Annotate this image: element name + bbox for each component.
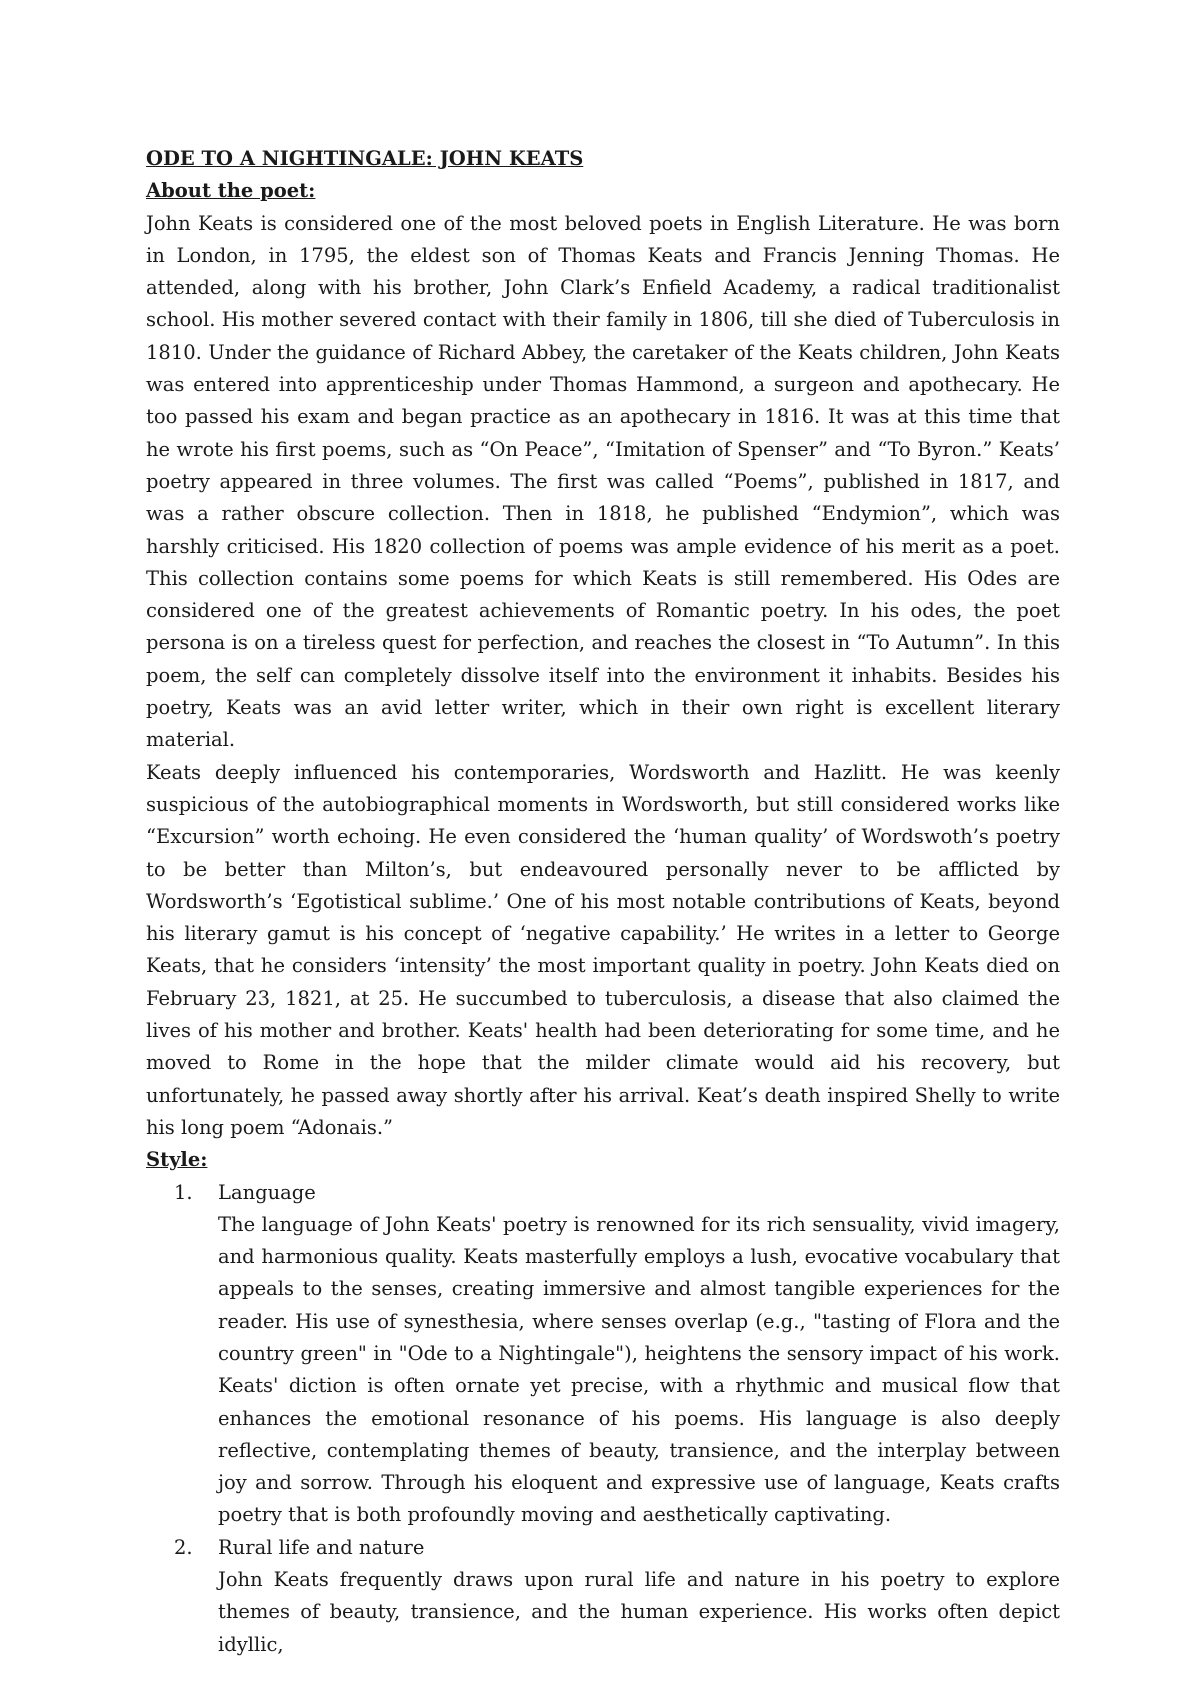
list-item-text: The language of John Keats' poetry is renowned for its rich sensuality, vivid imagery, and harmonious quality. Keats masterfully employs a lush, evocative vocabulary that appeals to the senses, creating immersive and almost tangible experiences for the reader. His use of synesthesia, where senses overlap (e.g., "tasting of Flora and the country green" in "Ode to a Nightingale"), heightens the sensory impact of his work. Keats' diction is often ornate yet precise, with a rhythmic and musical flow that enhances the emotional resonance of his poems. His language is also deeply reflective, contemplating themes of beauty, transience, and the interplay between joy and sorrow. Through his eloquent and expressive use of language, Keats crafts poetry that is both profoundly moving and aesthetically captivating.	[218, 1212, 1060, 1527]
list-item-number: 2.	[174, 1535, 193, 1559]
list-item-title: Rural life and nature	[218, 1535, 425, 1559]
list-item-number: 1.	[174, 1180, 193, 1204]
about-paragraph-2: Keats deeply influenced his contemporaries, Wordsworth and Hazlitt. He was keenly suspicious of the autobiographical moments in Wordsworth, but still considered works like “Excursion” worth echoing. He even considered the ‘human quality’ of Wordswoth’s poetry to be better than Milton’s, but endeavoured personally never to be afflicted by Wordsworth’s ‘Egotistical sublime.’ One of his most notable contributions of Keats, beyond his literary gamut is his concept of ‘negative capability.’ He writes in a letter to George Keats, that he considers ‘intensity’ the most important quality in poetry. John Keats died on February 23, 1821, at 25. He succumbed to tuberculosis, a disease that also claimed the lives of his mother and brother. Keats' health had been deteriorating for some time, and he moved to Rome in the hope that the milder climate would aid his recovery, but unfortunately, he passed away shortly after his arrival. Keat’s death inspired Shelly to write his long poem “Adonais.”	[146, 760, 1060, 1139]
about-paragraph-1: John Keats is considered one of the most beloved poets in English Literature. He was born in London, in 1795, the eldest son of Thomas Keats and Francis Jenning Thomas. He attended, along with his brother, John Clark’s Enfield Academy, a radical traditionalist school. His mother severed contact with their family in 1806, till she died of Tuberculosis in 1810. Under the guidance of Richard Abbey, the caretaker of the Keats children, John Keats was entered into apprenticeship under Thomas Hammond, a surgeon and apothecary. He too passed his exam and began practice as an apothecary in 1816. It was at this time that he wrote his first poems, such as “On Peace”, “Imitation of Spenser” and “To Byron.” Keats’ poetry appeared in three volumes. The first was called “Poems”, published in 1817, and was a rather obscure collection. Then in 1818, he published “Endymion”, which was harshly criticised. His 1820 collection of poems was ample evidence of his merit as a poet. This collection contains some poems for which Keats is still remembered. His Odes are considered one of the greatest achievements of Romantic poetry. In his odes, the poet persona is on a tireless quest for perfection, and reaches the closest in “To Autumn”. In this poem, the self can completely dissolve itself into the environment it inhabits. Besides his poetry, Keats was an avid letter writer, which in their own right is excellent literary material.	[146, 211, 1060, 752]
document-page	[146, 143, 1060, 1661]
style-heading: Style:	[146, 1148, 208, 1172]
list-item-text: John Keats frequently draws upon rural life and nature in his poetry to explore themes of beauty, transience, and the human experience. His works often depict idyllic,	[218, 1568, 1060, 1656]
style-list	[146, 1177, 1060, 1661]
about-heading: About the poet:	[146, 179, 316, 203]
list-item-title: Language	[218, 1180, 316, 1204]
list-item	[146, 1532, 1060, 1661]
list-item	[146, 1177, 1060, 1532]
document-title: ODE TO A NIGHTINGALE: JOHN KEATS	[146, 147, 584, 170]
